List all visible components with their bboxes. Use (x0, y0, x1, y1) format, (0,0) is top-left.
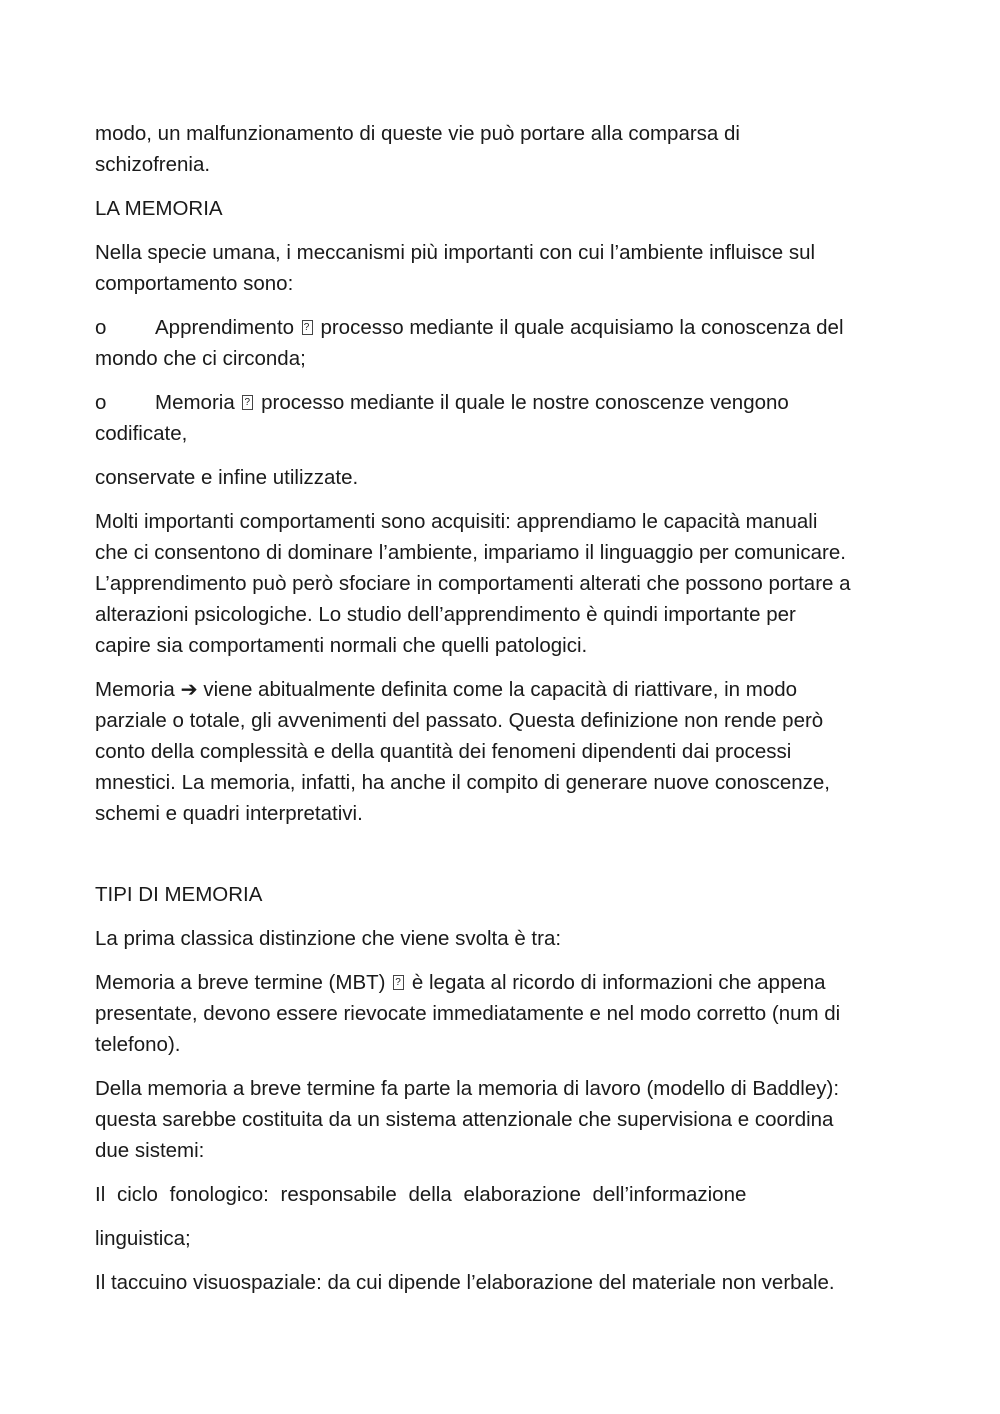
bullet-apprendimento (95, 312, 915, 374)
paragraph-memoria-di-lavoro (95, 1073, 915, 1166)
bullet-marker: o (95, 391, 107, 414)
text-line: Nella specie umana, i meccanismi più importanti con cui l’ambiente influisce sul (95, 241, 816, 264)
paragraph-conservate: conservate e infine utilizzate. (95, 466, 359, 489)
paragraph-linguistica: linguistica; (95, 1227, 191, 1250)
text-line: L’apprendimento può però sfociare in comportamenti alterati che possono portare a (95, 572, 851, 595)
text-line: conto della complessità e della quantità dei fenomeni dipendenti dai processi (95, 740, 792, 763)
text-line: parziale o totale, gli avvenimenti del passato. Questa definizione non rende però (95, 709, 824, 732)
text-line: due sistemi: (95, 1139, 205, 1162)
paragraph-taccuino: Il taccuino visuospaziale: da cui dipende l’elaborazione del materiale non verbale. (95, 1271, 835, 1294)
missing-glyph-icon (242, 395, 253, 410)
bullet-definition: processo mediante il quale le nostre conoscenze vengono (261, 391, 789, 414)
text-line: capire sia comportamenti normali che quelli patologici. (95, 634, 588, 657)
heading-la-memoria: LA MEMORIA (95, 197, 223, 220)
arrow-icon: ➔ (180, 677, 198, 701)
text-line: presentate, devono essere rievocate immediatamente e nel modo corretto (num di (95, 1002, 841, 1025)
definition-term: Memoria a breve termine (MBT) (95, 971, 386, 994)
definition-text: è legata al ricordo di informazioni che appena (411, 971, 826, 994)
text-line: mondo che ci circonda; (95, 347, 306, 370)
text-line: alterazioni psicologiche. Lo studio dell’apprendimento è quindi importante per (95, 603, 796, 626)
bullet-term: Apprendimento (155, 316, 295, 339)
text-line: mnestici. La memoria, infatti, ha anche il compito di generare nuove conoscenze, (95, 771, 830, 794)
bullet-definition: processo mediante il quale acquisiamo la conoscenza del (320, 316, 844, 339)
heading-tipi-di-memoria: TIPI DI MEMORIA (95, 883, 263, 906)
definition-text: viene abitualmente definita come la capacità di riattivare, in modo (203, 678, 798, 701)
bullet-marker: o (95, 316, 107, 339)
text-line: schizofrenia. (95, 153, 211, 176)
text-line: comportamento sono: (95, 272, 294, 295)
missing-glyph-icon (302, 320, 313, 335)
bullet-memoria (95, 387, 915, 449)
paragraph-comportamenti (95, 506, 915, 661)
definition-term: Memoria (95, 678, 175, 701)
bullet-term: Memoria (155, 391, 235, 414)
text-line (95, 312, 915, 343)
paragraph-specie-umana (95, 237, 915, 299)
text-line (95, 674, 915, 705)
missing-glyph-icon (393, 975, 404, 990)
text-line: schemi e quadri interpretativi. (95, 802, 363, 825)
text-line: modo, un malfunzionamento di queste vie può portare alla comparsa di (95, 122, 740, 145)
text-line (95, 387, 915, 418)
text-line (95, 967, 915, 998)
text-line: Della memoria a breve termine fa parte la memoria di lavoro (modello di Baddley): (95, 1077, 840, 1100)
text-line: che ci consentono di dominare l’ambiente, impariamo il linguaggio per comunicare. (95, 541, 846, 564)
text-line: Molti importanti comportamenti sono acquisiti: apprendiamo le capacità manuali (95, 510, 818, 533)
document-page (95, 118, 915, 1298)
paragraph-distinzione: La prima classica distinzione che viene svolta è tra: (95, 927, 562, 950)
paragraph-ciclo-fonologico: Il ciclo fonologico: responsabile della elaborazione dell’informazione (95, 1183, 747, 1206)
text-line: questa sarebbe costituita da un sistema attenzionale che supervisiona e coordina (95, 1108, 834, 1131)
paragraph-mbt (95, 967, 915, 1060)
text-line: telefono). (95, 1033, 181, 1056)
paragraph-memoria-definizione (95, 674, 915, 829)
paragraph-schizofrenia (95, 118, 915, 180)
text-line: codificate, (95, 422, 188, 445)
